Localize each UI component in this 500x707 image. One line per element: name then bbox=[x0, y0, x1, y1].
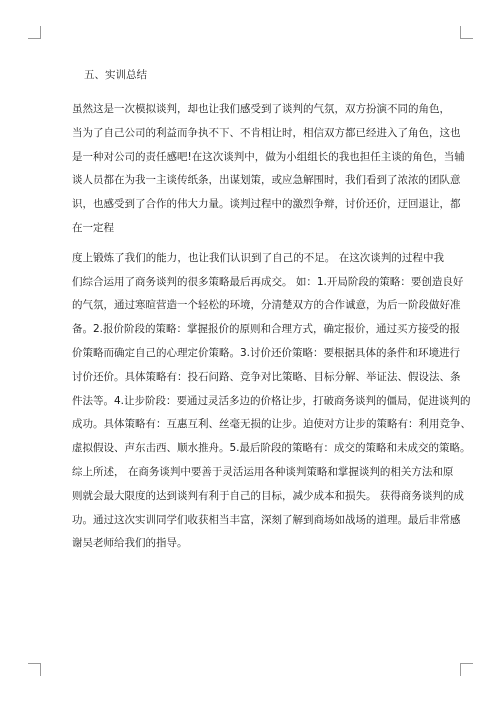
text-line: 备。2.报价阶段的策略：掌握报价的原则和合理方式，确定报价，通过买方接受的报 bbox=[72, 323, 461, 336]
crop-mark-top-left bbox=[28, 26, 41, 39]
document-body bbox=[72, 66, 471, 556]
text-line: 谈人员都在为我一主谈传纸条，出谋划策，或应急解围时，我们看到了浓浓的团队意 bbox=[72, 174, 461, 187]
text-line: 度上锻炼了我们的能力，也让我们认识到了自己的不足。 在这次谈判的过程中我 bbox=[72, 251, 444, 264]
paragraph-2 bbox=[72, 247, 471, 556]
crop-mark-bottom-right bbox=[460, 663, 473, 676]
text-line: 讨价还价。具体策略有：投石问路、竞争对比策略、目标分解、举证法、假设法、条 bbox=[72, 370, 461, 383]
text-line: 在一定程 bbox=[72, 221, 114, 234]
text-line: 当为了自己公司的利益而争执不下、不肯相让时，相信双方都已经进入了角色，这也 bbox=[72, 126, 461, 139]
text-line: 虚拟假设、声东击西、顺水推舟。5.最后阶段的策略有：成交的策略和未成交的策略。 bbox=[72, 442, 471, 455]
text-line: 的气氛，通过寒暄营造一个轻松的环境，分清楚双方的合作诚意，为后一阶段做好准 bbox=[72, 299, 461, 312]
text-line: 成功。具体策略有：互惠互利、丝毫无损的让步。迫使对方让步的策略有：利用竞争、 bbox=[72, 418, 471, 431]
paragraph-1 bbox=[72, 98, 465, 241]
text-line: 识，也感受到了合作的伟大力量。谈判过程中的激烈争辩，讨价还价，迂回退让，都 bbox=[72, 198, 461, 211]
text-line: 则就会最大限度的达到谈判有利于自己的目标，减少成本和损失。 获得商务谈判的成 bbox=[72, 489, 464, 502]
text-line: 谢吴老师给我们的指导。 bbox=[72, 537, 188, 550]
text-line: 价策略而确定自己的心理定价策略。3.讨价还价策略：要根据具体的条件和环境进行 bbox=[72, 346, 461, 359]
text-line: 们综合运用了商务谈判的很多策略最后再成交。 如：1.开局阶段的策略：要创造良好 bbox=[72, 275, 464, 288]
text-line: 虽然这是一次模拟谈判，却也让我们感受到了谈判的气氛，双方扮演不同的角色， bbox=[72, 103, 450, 115]
text-line: 功。通过这次实训同学们收获相当丰富，深刻了解到商场如战场的道理。最后非常感 bbox=[72, 513, 461, 526]
text-line: 是一种对公司的责任感吧!在这次谈判中，做为小组组长的我也担任主谈的角色，当辅 bbox=[72, 150, 465, 163]
crop-mark-bottom-left bbox=[28, 663, 41, 676]
text-line: 件法等。4.让步阶段：要通过灵活多边的价格让步，打破商务谈判的僵局，促进谈判的 bbox=[72, 394, 471, 407]
section-heading: 五、实训总结 bbox=[84, 69, 147, 81]
text-line: 综上所述， 在商务谈判中要善于灵活运用各种谈判策略和掌握谈判的相关方法和原 bbox=[72, 465, 454, 478]
crop-mark-top-right bbox=[460, 26, 473, 39]
